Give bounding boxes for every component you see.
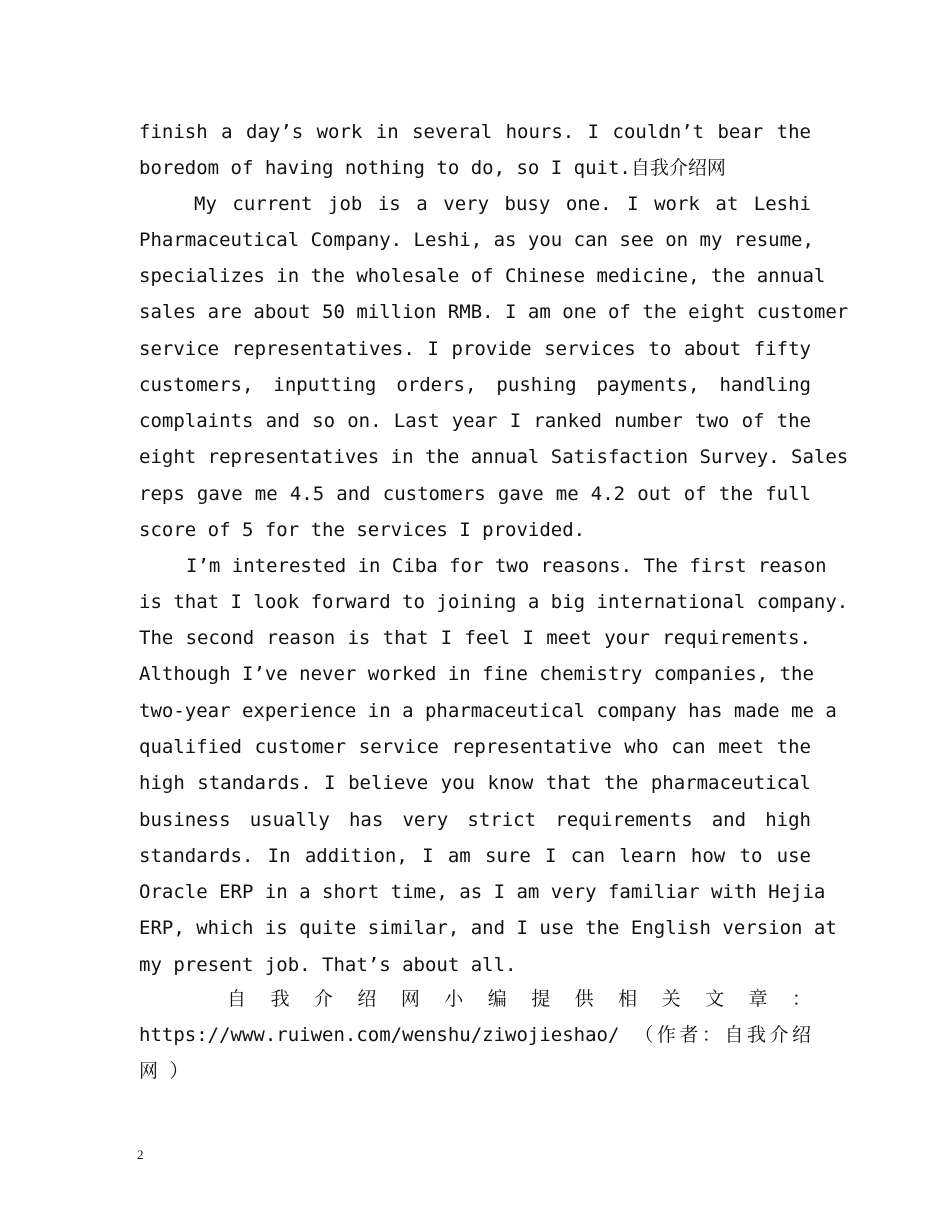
- text-line: Oracle ERP in a short time, as I am very familiar with Hejia: [139, 881, 826, 903]
- text-line: reps gave me 4.5 and customers gave me 4.2 out of the full: [139, 483, 811, 505]
- text-line: 网 ）: [139, 1060, 189, 1082]
- text-line: Although I’ve never worked in fine chemistry companies, the: [139, 663, 814, 685]
- page-number: 2: [137, 1147, 144, 1162]
- text-line: high standards. I believe you know that the pharmaceutical: [139, 772, 811, 794]
- text-line: standards. In addition, I am sure I can learn how to use: [139, 845, 811, 867]
- text-line: sales are about 50 million RMB. I am one of the eight customer: [139, 301, 849, 323]
- text-line: Pharmaceutical Company. Leshi, as you can see on my resume,: [139, 229, 814, 251]
- text-line: customers, inputting orders, pushing payments, handling: [139, 374, 811, 396]
- text-line: finish a day’s work in several hours. I couldn’t bear the: [139, 121, 811, 143]
- text-line: My current job is a very busy one. I work at Leshi: [194, 193, 811, 215]
- text-line: qualified customer service representative who can meet the: [139, 736, 811, 758]
- text-line: eight representatives in the annual Satisfaction Survey. Sales: [139, 446, 849, 468]
- text-line: boredom of having nothing to do, so I quit.自我介绍网: [139, 157, 726, 179]
- text-line: The second reason is that I feel I meet your requirements.: [139, 627, 811, 649]
- text-line: score of 5 for the services I provided.: [139, 519, 586, 541]
- text-line: business usually has very strict requirements and high: [139, 809, 811, 831]
- text-line: ERP, which is quite similar, and I use the English version at: [139, 917, 837, 939]
- text-line: https://www.ruiwen.com/wenshu/ziwojieshao/ （作者：自我介绍: [139, 1024, 811, 1046]
- text-line: my present job. That’s about all.: [139, 954, 517, 976]
- text-line: service representatives. I provide services to about fifty: [139, 338, 811, 360]
- text-line: two-year experience in a pharmaceutical company has made me a: [139, 700, 837, 722]
- text-line: I’m interested in Ciba for two reasons. The first reason: [186, 555, 827, 577]
- text-line: complaints and so on. Last year I ranked number two of the: [139, 410, 811, 432]
- text-line: 自 我 介 绍 网 小 编 提 供 相 关 文 章 ：: [227, 988, 811, 1010]
- text-line: specializes in the wholesale of Chinese medicine, the annual: [139, 265, 826, 287]
- text-line: is that I look forward to joining a big international company.: [139, 591, 849, 613]
